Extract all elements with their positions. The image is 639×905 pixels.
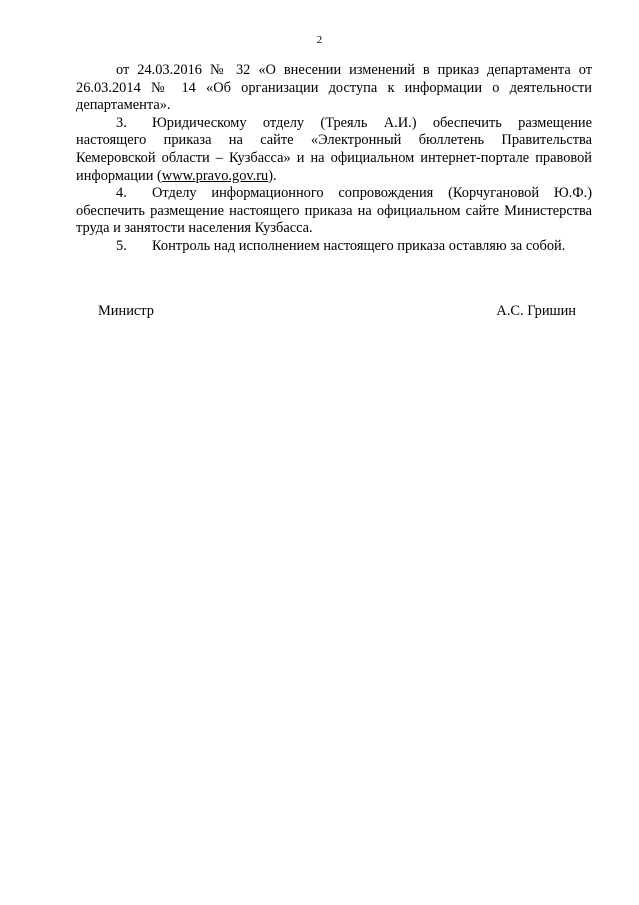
page-number: 2 xyxy=(316,34,323,46)
item-text: Отделу информационного сопровождения (Корчугановой Ю.Ф.) обеспечить размещение настоящего приказа на официальном сайте Министерства труда и занятости населения Кузбасса. xyxy=(76,185,592,237)
item-number: 3. xyxy=(116,114,127,131)
paragraph-intro: от 24.03.2016 № 32 «О внесении изменений в приказ департамента от 26.03.2014 № 14 «Об организации доступа к информации о деятельности департамента». xyxy=(76,62,592,114)
item-text-after-link: ). xyxy=(268,167,277,184)
document-body xyxy=(76,62,592,256)
paragraph-item-5 xyxy=(76,238,592,256)
signature-block xyxy=(98,302,576,320)
item-text-before-link: Юридическому отделу (Треяль А.И.) обеспечить размещение настоящего приказа на сайте «Электронный бюллетень Правительства Кемеровской области – Кузбасса» и на официальном интернет-портале правовой информации ( xyxy=(76,114,592,184)
signatory-position: Министр xyxy=(98,303,154,319)
item-text: Контроль над исполнением настоящего приказа оставляю за собой. xyxy=(152,237,566,254)
paragraph-item-4 xyxy=(76,185,592,238)
paragraph-item-3 xyxy=(76,115,592,185)
pravo-link[interactable]: www.pravo.gov.ru xyxy=(161,167,269,184)
item-number: 5. xyxy=(116,237,127,254)
item-number: 4. xyxy=(116,185,127,202)
signatory-name: А.С. Гришин xyxy=(496,303,576,319)
